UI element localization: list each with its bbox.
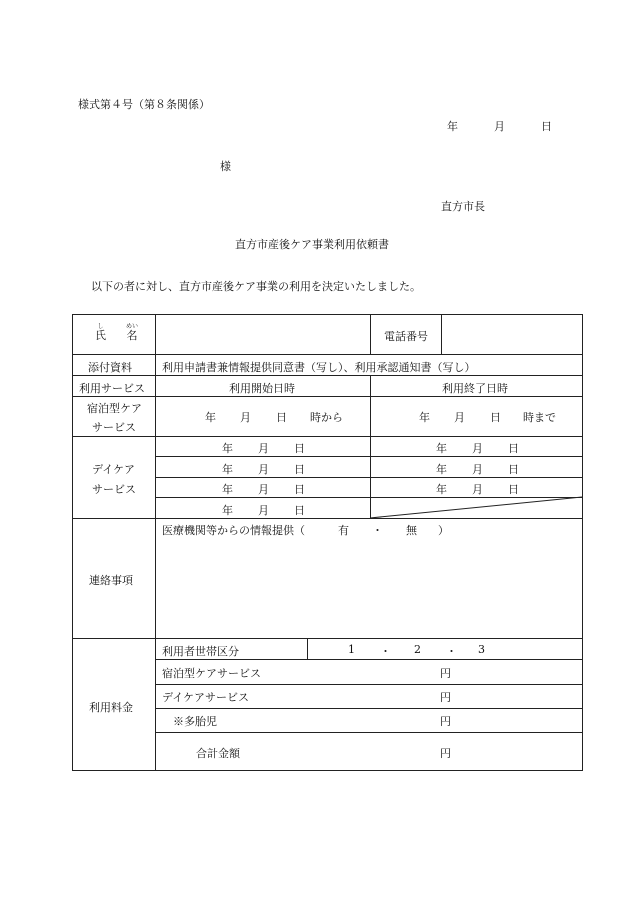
stay-start-month: 月 (240, 411, 251, 424)
stay-end-month: 月 (454, 411, 465, 424)
household-category-label: 利用者世帯区分 (162, 645, 239, 658)
empty-cell-diagonal (370, 497, 582, 518)
stay-service-label-1: 宿泊型ケア (87, 402, 142, 415)
attachment-value: 利用申請書兼情報提供同意書（写し）、利用承認通知書（写し） (162, 361, 476, 374)
household-separator-1: ・ (380, 645, 391, 658)
medical-info-separator: ・ (372, 524, 383, 537)
daycare-row-2-start-year: 年 (222, 463, 233, 476)
daycare-row-1-start-month: 月 (258, 442, 269, 455)
daycare-row-3-start-year: 年 (222, 483, 233, 496)
phone-field[interactable] (442, 315, 582, 354)
date-day-label: 日 (541, 120, 552, 133)
daycare-row-4-start-month: 月 (258, 504, 269, 517)
daycare-row-2-end-day: 日 (508, 463, 519, 476)
stay-start-day: 日 (276, 411, 287, 424)
fee-row-multiple-unit: 円 (440, 715, 451, 728)
daycare-row-3-end-year: 年 (436, 483, 447, 496)
contact-label: 連絡事項 (89, 574, 133, 587)
fee-label: 利用料金 (89, 701, 133, 714)
daycare-label-2: サービス (92, 483, 136, 496)
fee-row-stay-label: 宿泊型ケアサービス (162, 667, 261, 680)
stay-start-year: 年 (205, 411, 216, 424)
service-label: 利用サービス (79, 382, 145, 395)
form-number: 様式第４号（第８条関係） (78, 98, 210, 111)
stay-end-time: 時まで (523, 411, 556, 424)
date-year-label: 年 (447, 120, 458, 133)
daycare-row-1-start-year: 年 (222, 442, 233, 455)
household-option-2[interactable]: 2 (414, 643, 421, 656)
name-field[interactable] (156, 315, 370, 354)
daycare-row-2-start-month: 月 (258, 463, 269, 476)
household-option-3[interactable]: 3 (478, 643, 485, 656)
daycare-row-1-end-day: 日 (508, 442, 519, 455)
daycare-row-1-end-month: 月 (472, 442, 483, 455)
fee-row-daycare-label: デイケアサービス (162, 691, 250, 704)
daycare-row-3-start-day: 日 (294, 483, 305, 496)
daycare-row-1-end-year: 年 (436, 442, 447, 455)
fee-row-stay-unit: 円 (440, 667, 451, 680)
stay-end-day: 日 (490, 411, 501, 424)
medical-info-no[interactable]: 無 (406, 524, 417, 537)
stay-end-year: 年 (419, 411, 430, 424)
issuer-name: 直方市長 (441, 200, 485, 213)
fee-row-daycare-unit: 円 (440, 691, 451, 704)
total-amount-unit: 円 (440, 747, 451, 760)
recipient-suffix: 様 (220, 160, 231, 173)
stay-service-label-2: サービス (92, 421, 136, 434)
daycare-row-3-end-day: 日 (508, 483, 519, 496)
document-title: 直方市産後ケア事業利用依頼書 (235, 238, 389, 251)
stay-start-time: 時から (310, 411, 343, 424)
end-datetime-label: 利用終了日時 (442, 382, 508, 395)
medical-info-close: ） (438, 524, 449, 537)
name-label (95, 323, 138, 343)
medical-info-yes[interactable]: 有 (338, 524, 349, 537)
date-month-label: 月 (494, 120, 505, 133)
name-char-2: 名めい (126, 323, 139, 342)
attachment-label: 添付資料 (88, 361, 132, 374)
intro-text: 以下の者に対し、直方市産後ケア事業の利用を決定いたしました。 (91, 280, 421, 293)
daycare-row-2-end-month: 月 (472, 463, 483, 476)
daycare-row-3-end-month: 月 (472, 483, 483, 496)
daycare-label-1: デイケア (92, 463, 136, 476)
total-amount-label: 合計金額 (196, 747, 240, 760)
daycare-row-4-start-day: 日 (294, 504, 305, 517)
daycare-row-4-start-year: 年 (222, 504, 233, 517)
name-char-1: 氏し (95, 323, 106, 342)
contact-notes-field[interactable] (156, 540, 582, 638)
household-separator-2: ・ (446, 645, 457, 658)
daycare-row-1-start-day: 日 (294, 442, 305, 455)
household-option-1[interactable]: 1 (348, 643, 355, 656)
fee-row-multiple-label: ※多胎児 (173, 715, 217, 728)
phone-label: 電話番号 (384, 330, 428, 343)
medical-info-label: 医療機関等からの情報提供（ (162, 524, 305, 537)
daycare-row-2-end-year: 年 (436, 463, 447, 476)
start-datetime-label: 利用開始日時 (229, 382, 295, 395)
daycare-row-3-start-month: 月 (258, 483, 269, 496)
daycare-row-2-start-day: 日 (294, 463, 305, 476)
